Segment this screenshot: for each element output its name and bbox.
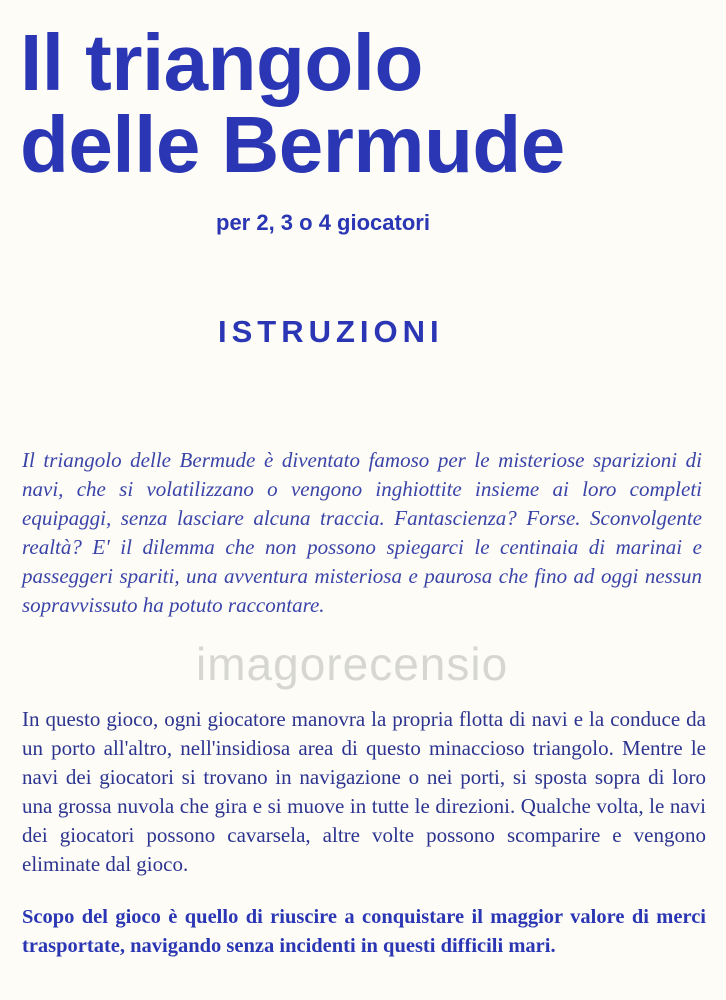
gameplay-paragraph: In questo gioco, ogni giocatore manovra la propria flotta di navi e la conduce da un porto all'altro, nell'insidiosa area di questo minaccioso triangolo. Mentre le navi dei giocatori si trovano in navigazione o nei porti, si sposta sopra di loro una grossa nuvola che gira e si muove in tutte le direzioni. Qualche volta, le navi dei giocatori possono cavarsela, altre volte possono scomparire e vengono eliminate dal gioco. [22, 707, 706, 876]
players-subtitle: per 2, 3 o 4 giocatori [216, 210, 430, 235]
watermark: imagorecensio [196, 638, 509, 690]
instructions-heading: ISTRUZIONI [218, 314, 444, 349]
title-line-1: Il triangolo [20, 18, 423, 107]
goal-paragraph: Scopo del gioco è quello di riuscire a conquistare il maggior valore di merci trasportate, navigando senza incidenti in questi difficili mari. [22, 906, 706, 957]
game-title [20, 18, 720, 189]
intro-paragraph: Il triangolo delle Bermude è diventato famoso per le misteriose sparizioni di navi, che si volatilizzano o vengono inghiottite insieme ai loro completi equipaggi, senza lasciare alcuna traccia. Fantascienza? Forse. Sconvolgente realtà? E' il dilemma che non possono spiegarci le centinaia di marinai e passeggeri spariti, una avventura misteriosa e paurosa che fino ad oggi nessun sopravvissuto ha potuto raccontare. [22, 448, 702, 617]
title-line-2: delle Bermude [20, 100, 565, 189]
